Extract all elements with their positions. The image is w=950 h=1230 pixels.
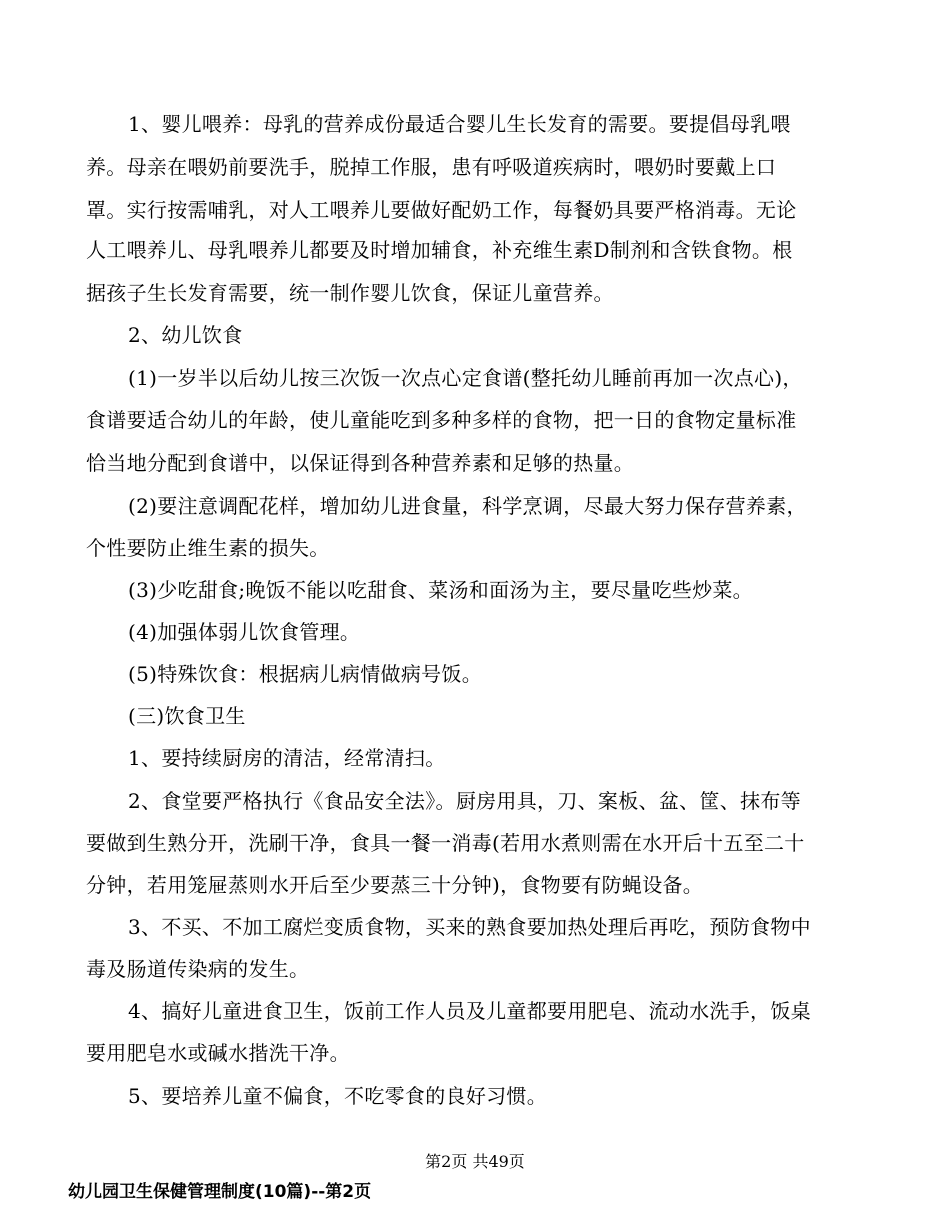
paragraph-line: 人工喂养儿、母乳喂养儿都要及时增加辅食，补充维生素D制剂和含铁食物。根 xyxy=(86,238,793,262)
paragraph-line: (2)要注意调配花样，增加幼儿进食量，科学烹调，尽最大努力保存营养素， xyxy=(128,494,807,518)
paragraph-line: (1)一岁半以后幼儿按三次饭一次点心定食谱(整托幼儿睡前再加一次点心)， xyxy=(128,366,803,390)
section-heading: (三)饮食卫生 xyxy=(128,704,246,728)
paragraph-line: 罩。实行按需哺乳，对人工喂养儿要做好配奶工作，每餐奶具要严格消毒。无论 xyxy=(86,198,797,222)
paragraph-line: 恰当地分配到食谱中，以保证得到各种营养素和足够的热量。 xyxy=(86,451,635,475)
paragraph-line: 要用肥皂水或碱水揩洗干净。 xyxy=(86,1041,350,1065)
paragraph-line: 5、要培养儿童不偏食，不吃零食的良好习惯。 xyxy=(128,1084,548,1108)
paragraph-line: 要做到生熟分开，洗刷干净，食具一餐一消毒(若用水煮则需在水开后十五至二十 xyxy=(86,831,805,855)
paragraph-line: 分钟，若用笼屉蒸则水开后至少要蒸三十分钟)，食物要有防蝇设备。 xyxy=(86,873,704,897)
paragraph-line: 1、婴儿喂养：母乳的营养成份最适合婴儿生长发育的需要。要提倡母乳喂 xyxy=(128,112,791,136)
paragraph-line: 据孩子生长发育需要，统一制作婴儿饮食，保证儿童营养。 xyxy=(86,281,614,305)
paragraph-line: (4)加强体弱儿饮食管理。 xyxy=(128,620,361,644)
paragraph-line: 2、食堂要严格执行《食品安全法》。厨房用具，刀、案板、盆、筐、抹布等 xyxy=(128,789,801,813)
document-title-footer: 幼儿园卫生保健管理制度(10篇)--第2页 xyxy=(68,1182,372,1202)
paragraph-line: (3)少吃甜食;晚饭不能以吃甜食、菜汤和面汤为主，要尽量吃些炒菜。 xyxy=(128,578,753,602)
paragraph-line: (5)特殊饮食：根据病儿病情做病号饭。 xyxy=(128,662,483,686)
page-number: 第2页 共49页 xyxy=(425,1152,525,1171)
paragraph-line: 养。母亲在喂奶前要洗手，脱掉工作服，患有呼吸道疾病时，喂奶时要戴上口 xyxy=(86,155,777,179)
paragraph-line: 食谱要适合幼儿的年龄，使儿童能吃到多种多样的食物，把一日的食物定量标准 xyxy=(86,408,797,432)
paragraph-line: 毒及肠道传染病的发生。 xyxy=(86,957,310,981)
paragraph-line: 3、不买、不加工腐烂变质食物，买来的熟食要加热处理后再吃，预防食物中 xyxy=(128,915,811,939)
section-heading: 2、幼儿饮食 xyxy=(128,323,243,347)
paragraph-line: 个性要防止维生素的损失。 xyxy=(86,536,330,560)
paragraph-line: 4、搞好儿童进食卫生，饭前工作人员及儿童都要用肥皂、流动水洗手，饭桌 xyxy=(128,999,811,1023)
paragraph-line: 1、要持续厨房的清洁，经常清扫。 xyxy=(128,746,446,770)
